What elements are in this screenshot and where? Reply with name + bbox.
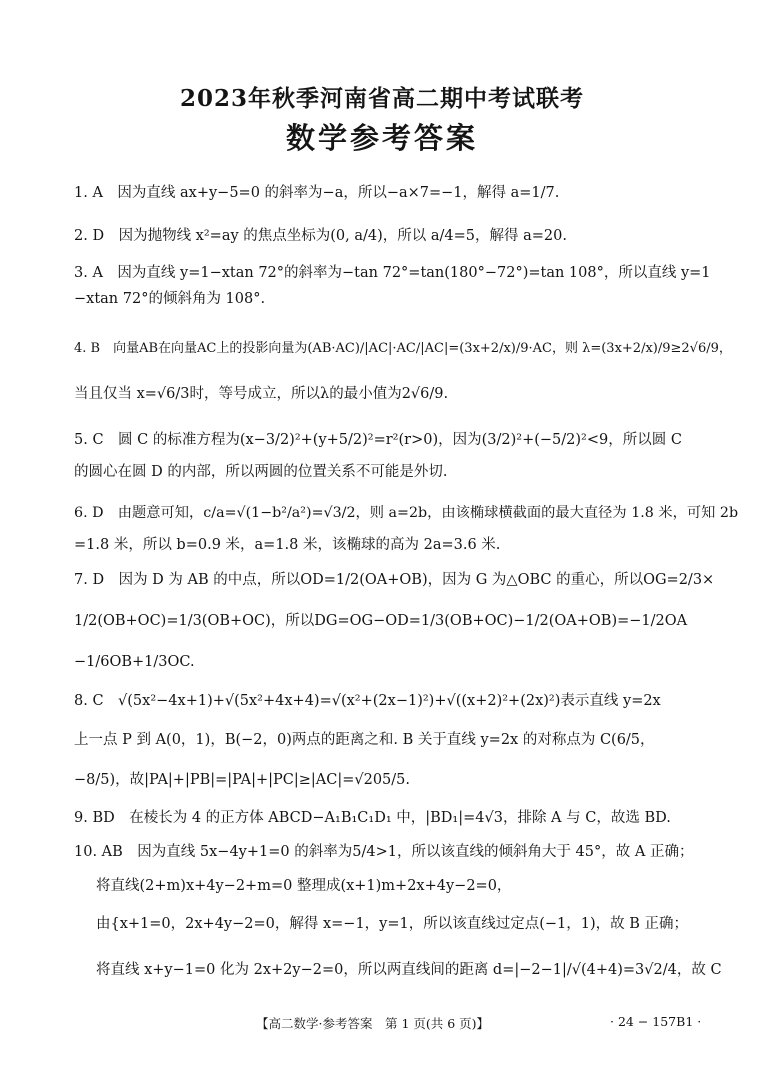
answer-line-8-cont2: −8/5)，故|PA|+|PB|=|PA|+|PC|≥|AC|=√205/5. bbox=[74, 772, 410, 788]
answer-line-7: 7. D 因为 D 为 AB 的中点，所以OD=1/2(OA+OB)，因为 G 为△OBC 的重心，所以OG=2/3× bbox=[74, 572, 715, 588]
answer-line-3: 3. A 因为直线 y=1−xtan 72°的斜率为−tan 72°=tan(180°−72°)=tan 108°，所以直线 y=1 bbox=[74, 265, 711, 281]
answer-line-7-cont1: 1/2(OB+OC)=1/3(OB+OC)，所以DG=OG−OD=1/3(OB+OC)−1/2(OA+OB)=−1/2OA bbox=[74, 613, 688, 629]
footer-page-info: 【高二数学·参考答案 第 1 页(共 6 页)】 bbox=[256, 1016, 490, 1031]
answer-line-1: 1. A 因为直线 ax+y−5=0 的斜率为−a，所以−a×7=−1，解得 a=1/7. bbox=[74, 185, 560, 201]
answer-line-10-cont1: 将直线(2+m)x+4y−2+m=0 整理成(x+1)m+2x+4y−2=0， bbox=[96, 878, 512, 894]
answer-line-10: 10. AB 因为直线 5x−4y+1=0 的斜率为5/4>1，所以该直线的倾斜角大于 45°，故 A 正确； bbox=[74, 844, 694, 860]
footer-code: · 24 − 157B1 · bbox=[610, 1014, 702, 1029]
page-subtitle: 数学参考答案 bbox=[285, 121, 478, 155]
page-title: 2023年秋季河南省高二期中考试联考 bbox=[179, 85, 584, 112]
answer-line-4-cont: 当且仅当 x=√6/3时，等号成立，所以λ的最小值为2√6/9. bbox=[74, 386, 449, 402]
answer-line-5-cont: 的圆心在圆 D 的内部，所以两圆的位置关系不可能是外切. bbox=[74, 464, 448, 480]
answer-line-8-cont1: 上一点 P 到 A(0，1)，B(−2，0)两点的距离之和. B 关于直线 y=2x 的对称点为 C(6/5， bbox=[74, 732, 655, 748]
answer-line-3-cont: −xtan 72°的倾斜角为 108°. bbox=[74, 291, 266, 307]
answer-line-9: 9. BD 在棱长为 4 的正方体 ABCD−A₁B₁C₁D₁ 中，|BD₁|=4√3，排除 A 与 C，故选 BD. bbox=[74, 810, 671, 826]
answer-line-4: 4. B 向量AB在向量AC上的投影向量为(AB·AC)/|AC|·AC/|AC|=(3x+2/x)/9·AC，则 λ=(3x+2/x)/9≥2√6/9， bbox=[74, 341, 732, 356]
answer-line-7-cont2: −1/6OB+1/3OC. bbox=[74, 654, 195, 670]
answer-line-10-cont3: 将直线 x+y−1=0 化为 2x+2y−2=0，所以两直线间的距离 d=|−2−1|/√(4+4)=3√2/4，故 C bbox=[96, 962, 722, 978]
answer-line-6: 6. D 由题意可知，c/a=√(1−b²/a²)=√3/2，则 a=2b，由该椭球横截面的最大直径为 1.8 米，可知 2b bbox=[74, 505, 739, 521]
answer-line-8: 8. C √(5x²−4x+1)+√(5x²+4x+4)=√(x²+(2x−1)²)+√((x+2)²+(2x)²)表示直线 y=2x bbox=[74, 693, 661, 709]
answer-line-5: 5. C 圆 C 的标准方程为(x−3/2)²+(y+5/2)²=r²(r>0)，因为(3/2)²+(−5/2)²<9，所以圆 C bbox=[74, 432, 682, 448]
answer-line-10-cont2: 由{x+1=0，2x+4y−2=0，解得 x=−1，y=1，所以该直线过定点(−1，1)，故 B 正确； bbox=[96, 916, 689, 932]
answer-line-6-cont: =1.8 米，所以 b=0.9 米，a=1.8 米，该椭球的高为 2a=3.6 米. bbox=[74, 537, 501, 553]
answer-line-2: 2. D 因为抛物线 x²=ay 的焦点坐标为(0, a/4)，所以 a/4=5，解得 a=20. bbox=[74, 228, 567, 244]
